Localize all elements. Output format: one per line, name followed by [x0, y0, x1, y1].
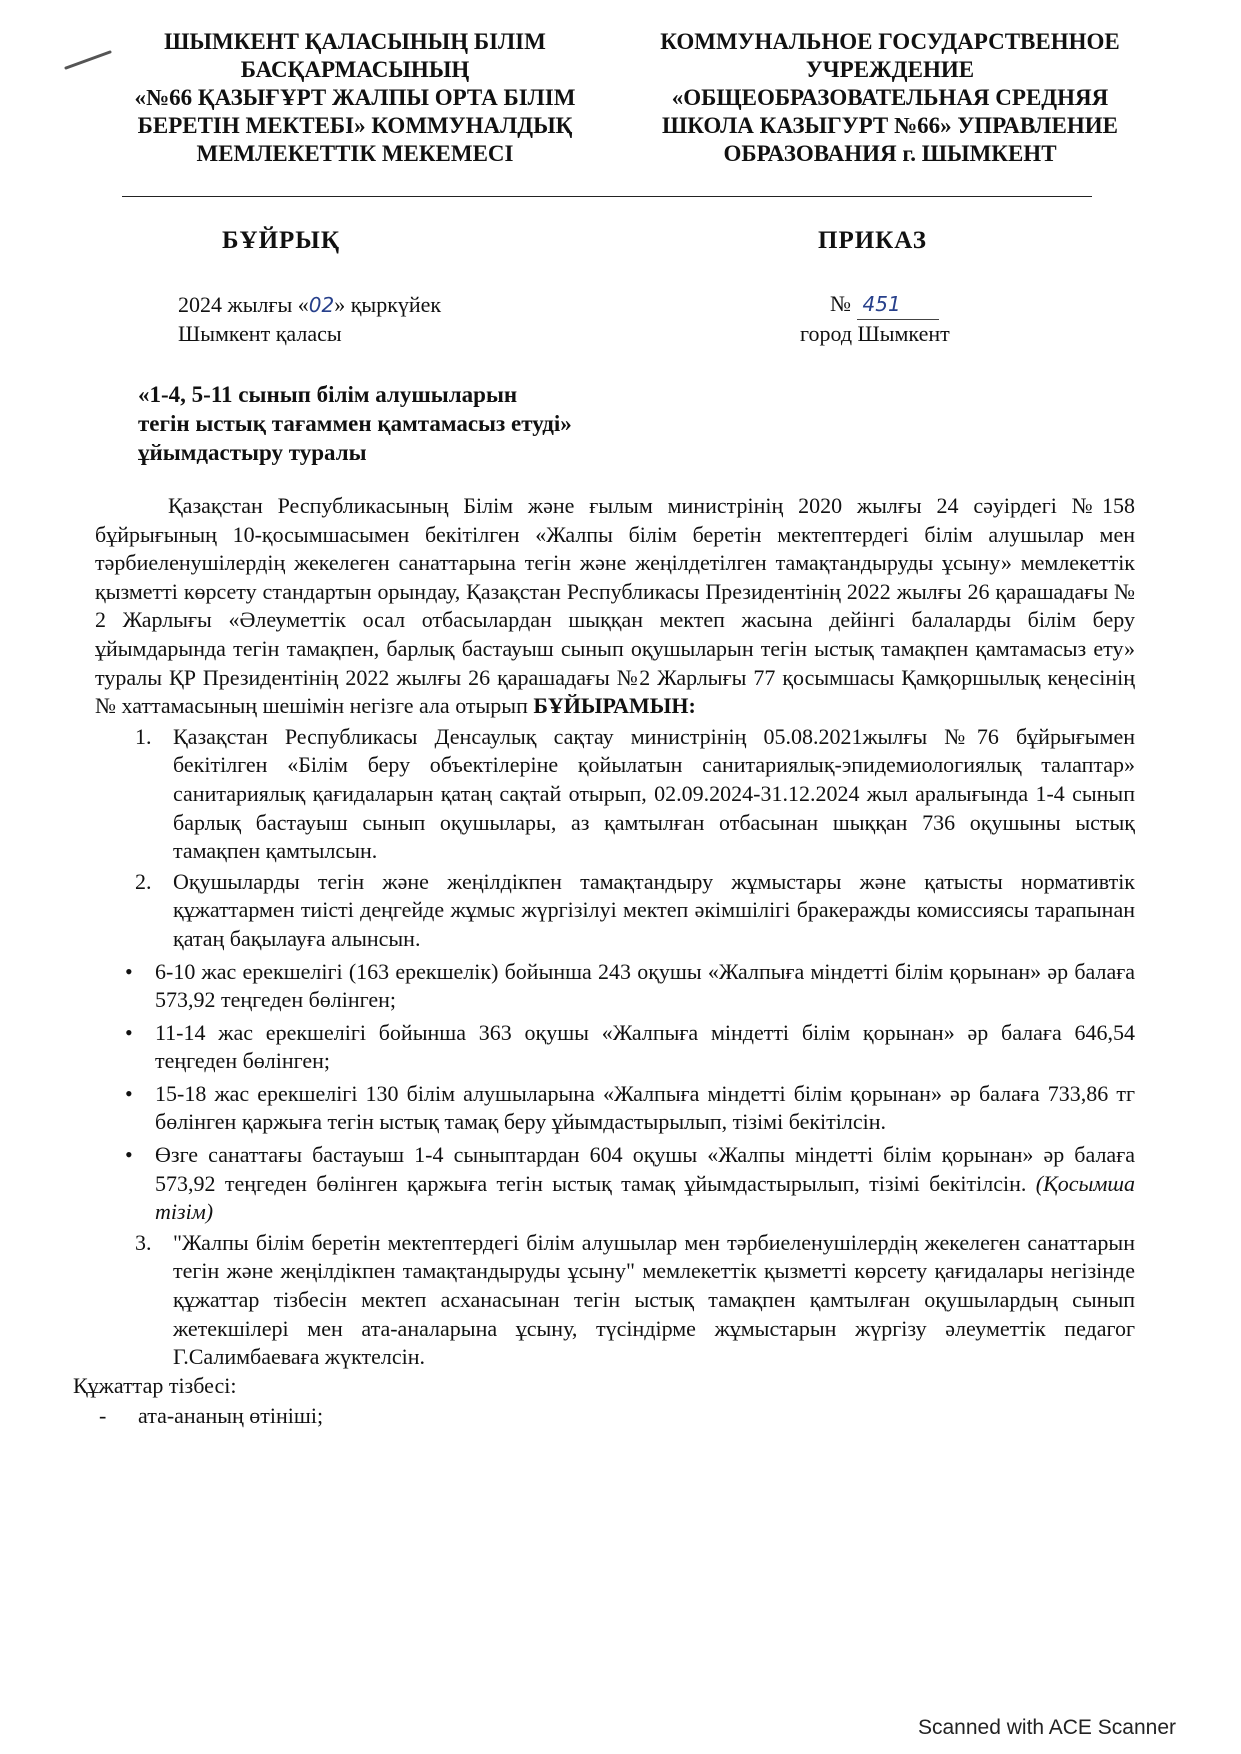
order-date [178, 290, 441, 320]
header-kazakh-line: МЕМЛЕКЕТТІК МЕКЕМЕСІ [196, 141, 514, 166]
doc-type-russian: ПРИКАЗ [818, 227, 927, 254]
bullet-item [95, 1080, 1135, 1137]
date-prefix: 2024 жылғы « [178, 292, 309, 317]
city-kazakh: Шымкент қаласы [178, 321, 342, 346]
handwritten-number: 451 [857, 290, 939, 320]
numbered-item [95, 723, 1135, 866]
order-body [73, 492, 1136, 1431]
bullet-marker: • [125, 1142, 133, 1168]
bullet-text: Өзге санаттағы бастауыш 1-4 сыныптардан 604 оқушы «Жалпы міндетті білім қорынан» әр балаға 573,92 теңгеден бөлінген қаржыға тегін ыстық тамақ ұйымдастырылып, тізімі бекітілсін. [155, 1142, 1135, 1196]
bullet-item [95, 1019, 1135, 1076]
order-number [830, 289, 939, 320]
documents-list-item [95, 1402, 1135, 1431]
header-russian-line: ОБРАЗОВАНИЯ г. ШЫМКЕНТ [723, 141, 1057, 166]
header-russian-line: КОММУНАЛЬНОЕ ГОСУДАРСТВЕННОЕ [660, 29, 1120, 54]
bullet-text: 15-18 жас ерекшелігі 130 білім алушыларына «Жалпыға міндетті білім қорынан» әр балаға 733,86 тг бөлінген қаржыға тегін ыстық тамақ беру ұйымдастырылып, тізімі бекітілсін. [155, 1080, 1135, 1135]
header-russian [640, 28, 1140, 168]
item-marker: 2. [135, 868, 152, 894]
bullet-marker: • [125, 1080, 133, 1106]
bullet-text: 11-14 жас ерекшелігі бойынша 363 оқушы «Жалпыға міндетті білім қорынан» әр балаға 646,54 теңгеден бөлінген; [155, 1019, 1135, 1074]
title-line: «1-4, 5-11 сынып білім алушыларын [138, 382, 518, 407]
documents-list-title: Құжаттар тізбесі: [73, 1372, 237, 1398]
item-text: Қазақстан Республикасы Денсаулық сақтау министрінің 05.08.2021жылғы №76 бұйрығымен бекітілген «Білім беру объектілеріне қойылатын санитариялық-эпидемиологиялық талаптар» санитариялық қағидаларын қатаң сақтай отырып, 02.09.2024-31.12.2024 жыл аралығында 1-4 сынып барлық бастауыш сынып оқушылары, аз қамтылған отбасынан шыққан 736 оқушыны ыстық тамақпен қамтылсын. [173, 723, 1135, 864]
header-kazakh-line: ШЫМКЕНТ ҚАЛАСЫНЫҢ БІЛІМ [164, 29, 546, 54]
preamble-paragraph [95, 492, 1135, 721]
item-marker: 3. [135, 1229, 152, 1255]
bullet-item [95, 958, 1135, 1015]
documents-list-text: ата-ананың өтініші; [138, 1403, 324, 1429]
dash-marker: - [99, 1403, 107, 1429]
header-kazakh-line: «№66 ҚАЗЫҒҰРТ ЖАЛПЫ ОРТА БІЛІМ [134, 85, 576, 110]
order-word: БҰЙЫРАМЫН: [533, 693, 696, 719]
bullet-marker: • [125, 958, 133, 984]
header-kazakh-line: БАСҚАРМАСЫНЫҢ [240, 57, 470, 82]
date-suffix: » қыркүйек [334, 292, 442, 317]
header-kazakh [110, 28, 600, 168]
header-russian-line: ШКОЛА КАЗЫГУРТ №66» УПРАВЛЕНИЕ [662, 113, 1118, 138]
item-text: Оқушыларды тегін және жеңілдікпен тамақтандыру жұмыстары және қатысты нормативтік құжаттармен тиісті деңгейде жұмыс жүргізілуі мектеп әкімшілігі бракеражды комиссиясы тарапынан қатаң бақылауға алынсын. [173, 868, 1135, 951]
scanner-watermark: Scanned with ACE Scanner [918, 1716, 1176, 1739]
numbered-item [95, 1229, 1135, 1372]
number-sign: № [830, 291, 851, 316]
header-russian-line: УЧРЕЖДЕНИЕ [805, 57, 975, 82]
bullet-text: 6-10 жас ерекшелігі (163 ерекшелік) бойынша 243 оқушы «Жалпыға міндетті білім қорынан» әр балаға 573,92 теңгеден бөлінген; [155, 958, 1135, 1013]
item-text: "Жалпы білім беретін мектептердегі білім алушылар мен тәрбиеленушілердің жекелеген санаттарын тегін және жеңілдікпен тамақтандыруды ұсыну" мемлекеттік қызметті көрсету қағидалары негізінде құжаттар тізбесін мектеп асханасынан тегін ыстық тамақпен қамтылған оқушылардың сынып жетекшілері мен ата-аналарына ұсыну, түсіндірме жұмыстарын жүргізу әлеуметтік педагог Г.Салимбаеваға жүктелсін. [173, 1229, 1135, 1370]
bullet-marker: • [125, 1019, 133, 1045]
item-marker: 1. [135, 723, 152, 749]
preamble-text: Қазақстан Республикасының Білім және ғылым министрінің 2020 жылғы 24 сәуірдегі №158 бұйрығының 10-қосымшасымен бекітілген «Жалпы білім беретін мектептердегі білім алушылар мен тәрбиеленушілердің жекелеген санаттарына тегін және жеңілдетілген тамақтандыруды ұсыну» мемлекеттік қызметті көрсету стандартын орындау, Қазақстан Республикасы Президентінің 2022 жылғы 26 қарашадағы № 2 Жарлығы «Әлеуметтік осал отбасылардан шыққан мектеп жасына дейінгі балаларды білім беру ұйымдарында тегін тамақпен, барлық бастауыш сынып оқушыларын тегін ыстық тамақпен қамтамасыз ету» туралы ҚР Президентінің 2022 жылғы 26 қарашадағы №2 Жарлығы 77 қосымшасы Қамқоршылық кеңесінің № хаттамасының шешімін негізге ала отырып [95, 493, 1135, 719]
doc-type-kazakh: БҰЙРЫҚ [222, 227, 340, 254]
header-russian-line: «ОБЩЕОБРАЗОВАТЕЛЬНАЯ СРЕДНЯЯ [671, 85, 1109, 110]
order-title [138, 380, 572, 467]
header-divider [122, 196, 1092, 197]
header-kazakh-line: БЕРЕТІН МЕКТЕБІ» КОММУНАЛДЫҚ [137, 113, 573, 138]
pen-stroke-mark [64, 48, 114, 72]
city-russian: город Шымкент [800, 321, 950, 346]
title-line: тегін ыстық тағаммен қамтамасыз етуді» [138, 411, 572, 436]
bullet-item [95, 1141, 1135, 1227]
appendix-note: (Қосымша тізім) [155, 1170, 1136, 1225]
numbered-item [95, 868, 1135, 954]
handwritten-day: 02 [308, 293, 335, 317]
title-line: ұйымдастыру туралы [138, 440, 367, 465]
